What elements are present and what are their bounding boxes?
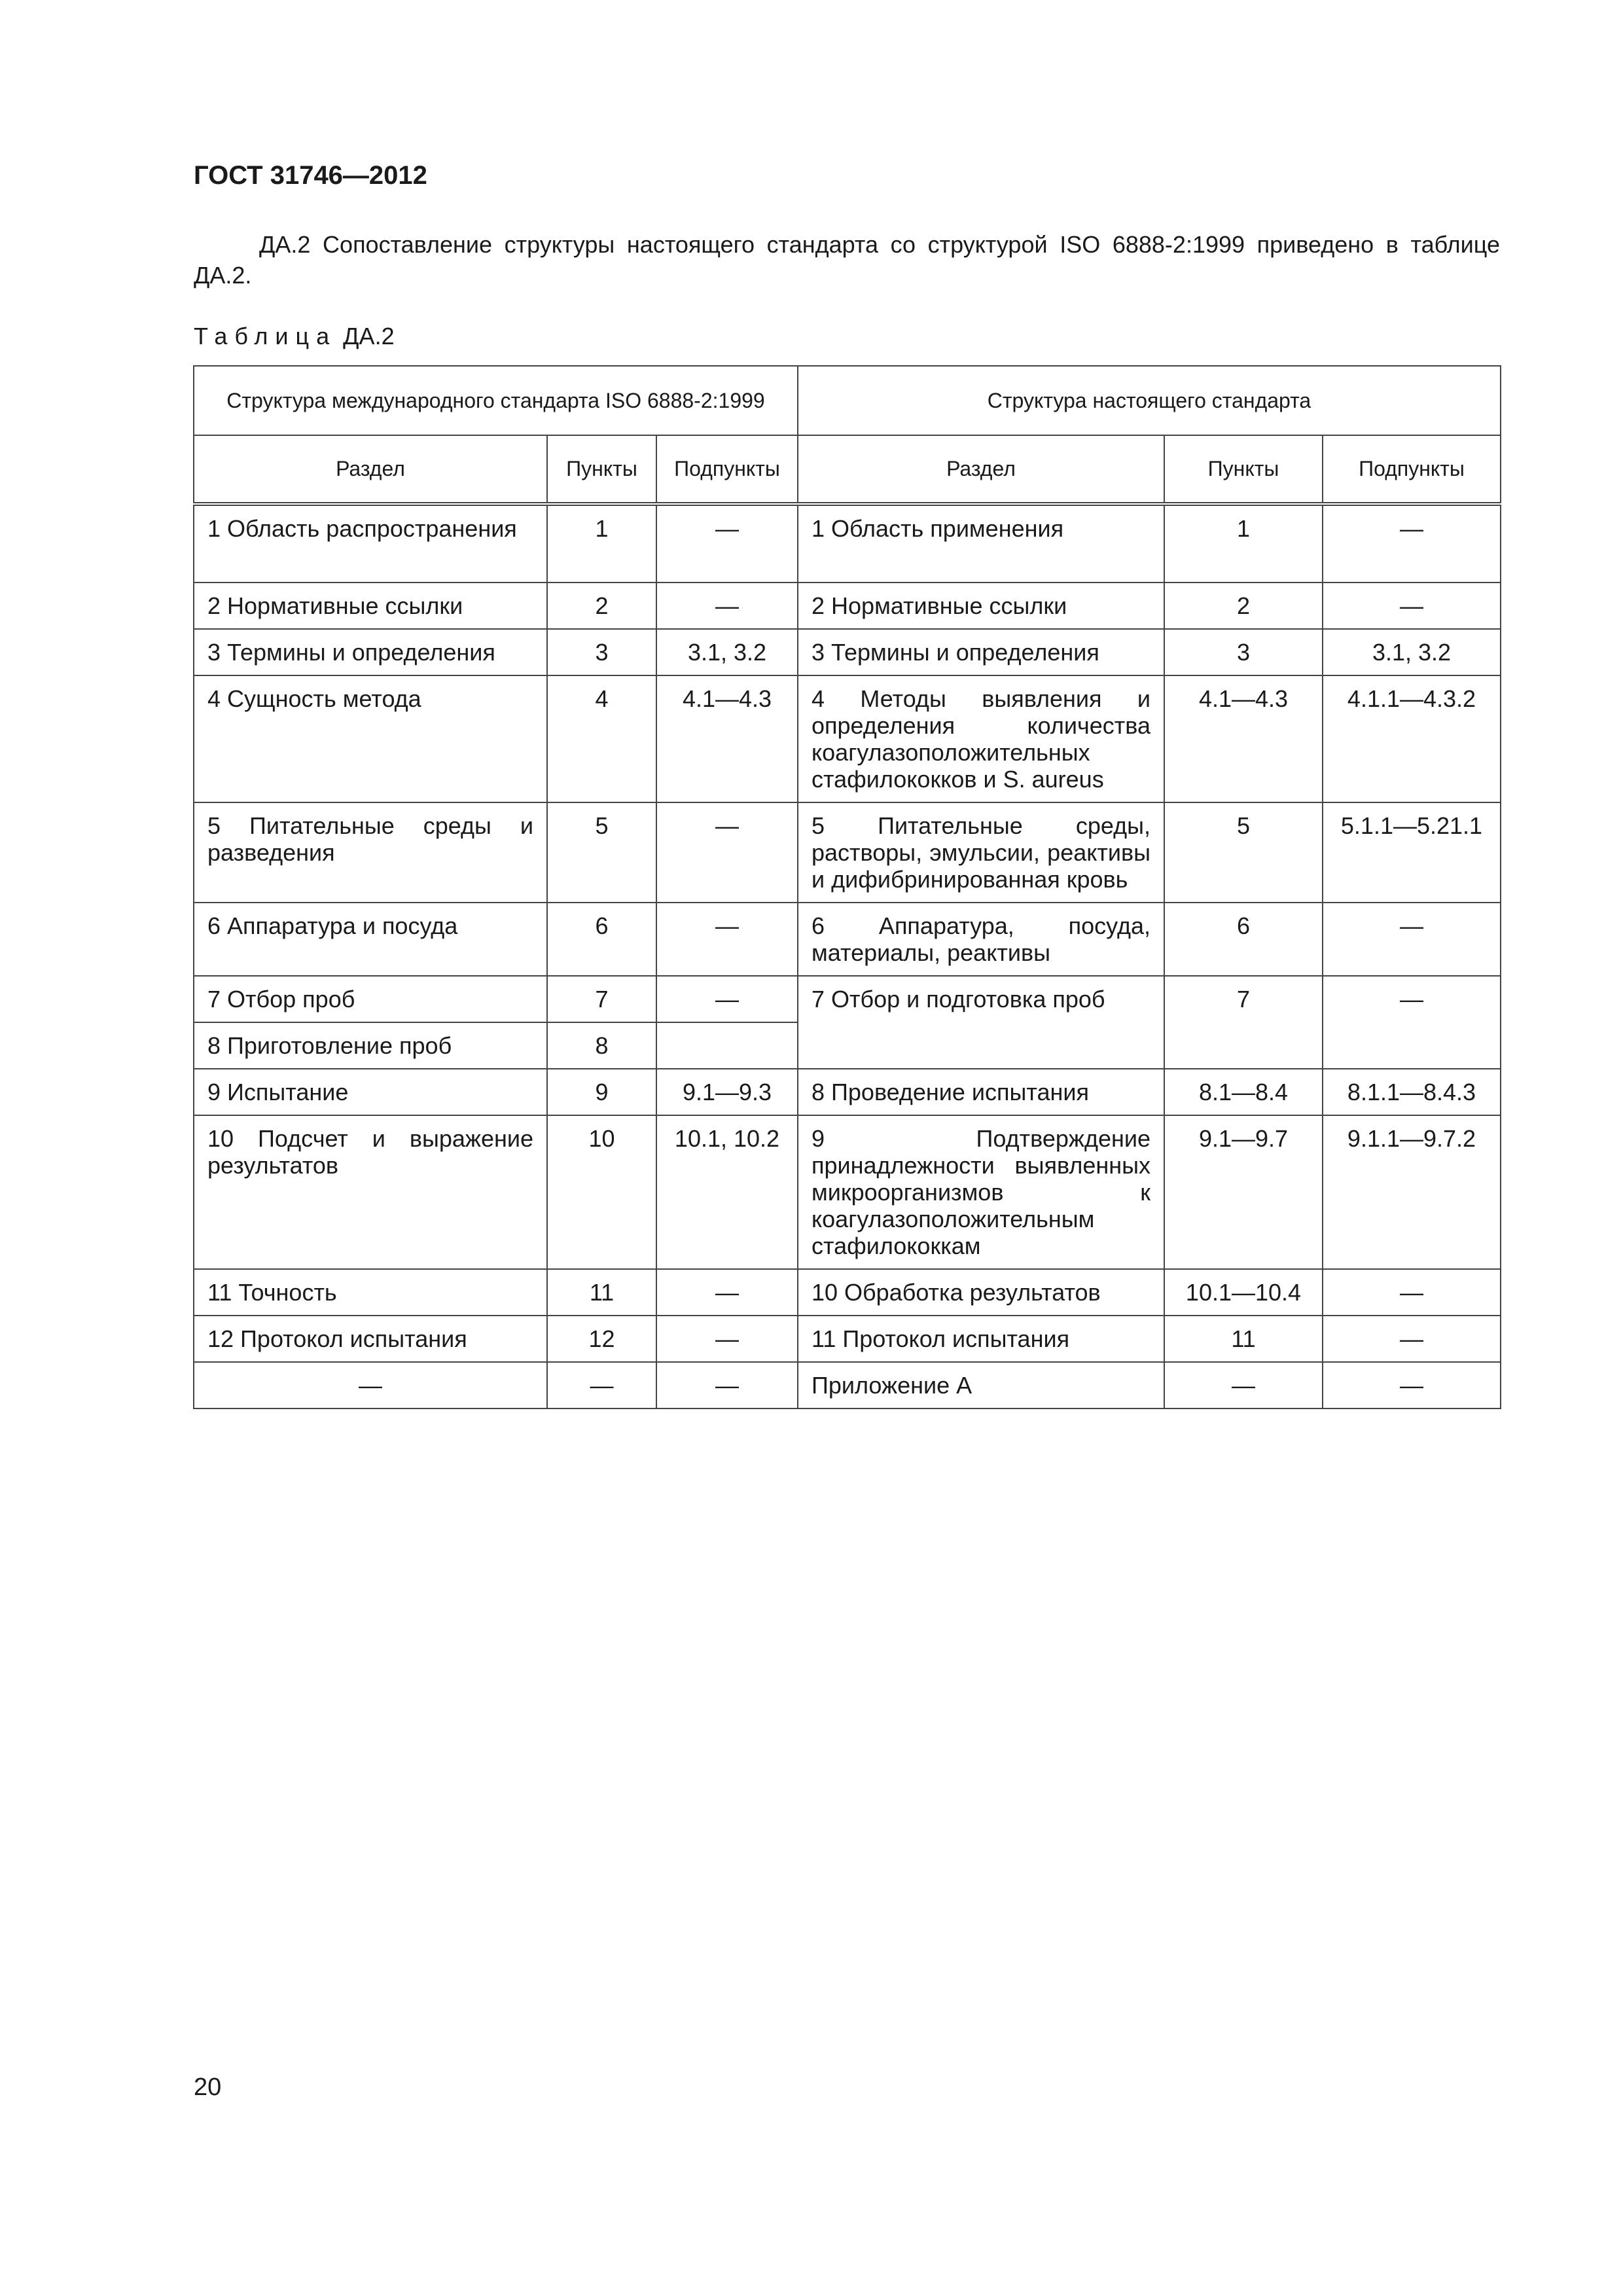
- cell-iso-subclauses: —: [656, 976, 798, 1022]
- comparison-table: [193, 365, 1501, 1409]
- table-row: [194, 1115, 1501, 1269]
- cell-iso-section: 3 Термины и определения: [194, 629, 547, 675]
- cell-gost-subclauses: 4.1.1—4.3.2: [1323, 675, 1501, 802]
- cell-gost-section: 5 Питательные среды, растворы, эмульсии, реактивы и дифибринированная кровь: [798, 802, 1164, 903]
- cell-iso-section: 7 Отбор проб: [194, 976, 547, 1022]
- cell-iso-subclauses: —: [656, 504, 798, 583]
- cell-iso-section: 1 Область распространения: [194, 504, 547, 583]
- cell-iso-clauses: 8: [547, 1022, 656, 1069]
- cell-gost-section: 1 Область применения: [798, 504, 1164, 583]
- cell-iso-clauses: 1: [547, 504, 656, 583]
- table-group-header-row: [194, 366, 1501, 435]
- cell-iso-section: 10 Подсчет и выражение результатов: [194, 1115, 547, 1269]
- cell-gost-subclauses: —: [1323, 976, 1501, 1069]
- table-caption-word: Таблица: [194, 323, 337, 350]
- group-header-international: Структура международного стандарта ISO 6888-2:1999: [194, 366, 798, 435]
- cell-iso-clauses: —: [547, 1362, 656, 1408]
- table-row: [194, 976, 1501, 1022]
- cell-iso-section: 12 Протокол испытания: [194, 1316, 547, 1362]
- cell-gost-clauses: 3: [1164, 629, 1323, 675]
- cell-iso-section: 9 Испытание: [194, 1069, 547, 1115]
- cell-gost-clauses: 5: [1164, 802, 1323, 903]
- cell-gost-section: 8 Проведение испытания: [798, 1069, 1164, 1115]
- cell-gost-clauses: 11: [1164, 1316, 1323, 1362]
- table-row: [194, 504, 1501, 583]
- cell-gost-clauses: 8.1—8.4: [1164, 1069, 1323, 1115]
- cell-iso-subclauses: [656, 1022, 798, 1069]
- cell-gost-subclauses: 8.1.1—8.4.3: [1323, 1069, 1501, 1115]
- cell-gost-clauses: 2: [1164, 583, 1323, 629]
- cell-gost-subclauses: —: [1323, 903, 1501, 976]
- document-id: ГОСТ 31746—2012: [194, 161, 427, 190]
- cell-gost-clauses: 6: [1164, 903, 1323, 976]
- col-header-iso-clauses: Пункты: [547, 435, 656, 504]
- table-row: [194, 903, 1501, 976]
- cell-gost-subclauses: —: [1323, 504, 1501, 583]
- cell-iso-clauses: 5: [547, 802, 656, 903]
- cell-gost-section: 3 Термины и определения: [798, 629, 1164, 675]
- cell-gost-section: 9 Подтверждение принадлежности выявленных микроорганизмов к коагулазоположительным стафилококкам: [798, 1115, 1164, 1269]
- col-header-iso-section: Раздел: [194, 435, 547, 504]
- cell-iso-clauses: 12: [547, 1316, 656, 1362]
- cell-gost-subclauses: 3.1, 3.2: [1323, 629, 1501, 675]
- cell-iso-clauses: 3: [547, 629, 656, 675]
- cell-iso-clauses: 2: [547, 583, 656, 629]
- table-column-header-row: [194, 435, 1501, 504]
- cell-gost-subclauses: 5.1.1—5.21.1: [1323, 802, 1501, 903]
- cell-iso-subclauses: —: [656, 583, 798, 629]
- cell-gost-clauses: 10.1—10.4: [1164, 1269, 1323, 1316]
- table-caption: [194, 323, 395, 350]
- cell-gost-subclauses: —: [1323, 1316, 1501, 1362]
- cell-iso-section: 2 Нормативные ссылки: [194, 583, 547, 629]
- cell-gost-clauses: 7: [1164, 976, 1323, 1069]
- cell-gost-section: 6 Аппаратура, посуда, материалы, реактивы: [798, 903, 1164, 976]
- cell-gost-subclauses: —: [1323, 583, 1501, 629]
- cell-gost-section: Приложение А: [798, 1362, 1164, 1408]
- table-row: [194, 583, 1501, 629]
- cell-gost-section: 11 Протокол испытания: [798, 1316, 1164, 1362]
- intro-paragraph: ДА.2 Сопоставление структуры настоящего стандарта со структурой ISO 6888-2:1999 приведено в таблице ДА.2.: [194, 231, 1500, 289]
- cell-iso-subclauses: —: [656, 1269, 798, 1316]
- cell-gost-clauses: 1: [1164, 504, 1323, 583]
- cell-iso-subclauses: —: [656, 802, 798, 903]
- cell-iso-section: 4 Сущность метода: [194, 675, 547, 802]
- cell-iso-clauses: 6: [547, 903, 656, 976]
- col-header-gost-section: Раздел: [798, 435, 1164, 504]
- cell-gost-section: 7 Отбор и подготовка проб: [798, 976, 1164, 1069]
- cell-iso-subclauses: —: [656, 1316, 798, 1362]
- cell-iso-subclauses: 10.1, 10.2: [656, 1115, 798, 1269]
- cell-gost-clauses: 4.1—4.3: [1164, 675, 1323, 802]
- cell-iso-subclauses: —: [656, 903, 798, 976]
- cell-gost-clauses: 9.1—9.7: [1164, 1115, 1323, 1269]
- cell-iso-section: 8 Приготовление проб: [194, 1022, 547, 1069]
- cell-gost-subclauses: —: [1323, 1362, 1501, 1408]
- group-header-national: Структура настоящего стандарта: [798, 366, 1501, 435]
- cell-iso-clauses: 9: [547, 1069, 656, 1115]
- cell-gost-section: 4 Методы выявления и определения количества коагулазоположительных стафилококков и S. aureus: [798, 675, 1164, 802]
- cell-iso-subclauses: 4.1—4.3: [656, 675, 798, 802]
- cell-iso-clauses: 7: [547, 976, 656, 1022]
- cell-gost-section: 2 Нормативные ссылки: [798, 583, 1164, 629]
- table-row: [194, 1269, 1501, 1316]
- table-caption-id: ДА.2: [343, 323, 395, 350]
- table-row: [194, 1362, 1501, 1408]
- cell-iso-clauses: 10: [547, 1115, 656, 1269]
- col-header-iso-subclauses: Подпункты: [656, 435, 798, 504]
- cell-iso-subclauses: 3.1, 3.2: [656, 629, 798, 675]
- table-row: [194, 802, 1501, 903]
- cell-iso-subclauses: 9.1—9.3: [656, 1069, 798, 1115]
- table-row: [194, 629, 1501, 675]
- table-row: [194, 675, 1501, 802]
- col-header-gost-subclauses: Подпункты: [1323, 435, 1501, 504]
- col-header-gost-clauses: Пункты: [1164, 435, 1323, 504]
- cell-gost-section: 10 Обработка результатов: [798, 1269, 1164, 1316]
- cell-gost-subclauses: 9.1.1—9.7.2: [1323, 1115, 1501, 1269]
- cell-iso-section: 5 Питательные среды и разведения: [194, 802, 547, 903]
- cell-iso-subclauses: —: [656, 1362, 798, 1408]
- table-row: [194, 1316, 1501, 1362]
- cell-iso-section: —: [194, 1362, 547, 1408]
- page-number: 20: [194, 2073, 222, 2101]
- cell-iso-section: 6 Аппаратура и посуда: [194, 903, 547, 976]
- cell-gost-clauses: —: [1164, 1362, 1323, 1408]
- cell-iso-clauses: 11: [547, 1269, 656, 1316]
- cell-iso-clauses: 4: [547, 675, 656, 802]
- cell-iso-section: 11 Точность: [194, 1269, 547, 1316]
- table-row: [194, 1069, 1501, 1115]
- cell-gost-subclauses: —: [1323, 1269, 1501, 1316]
